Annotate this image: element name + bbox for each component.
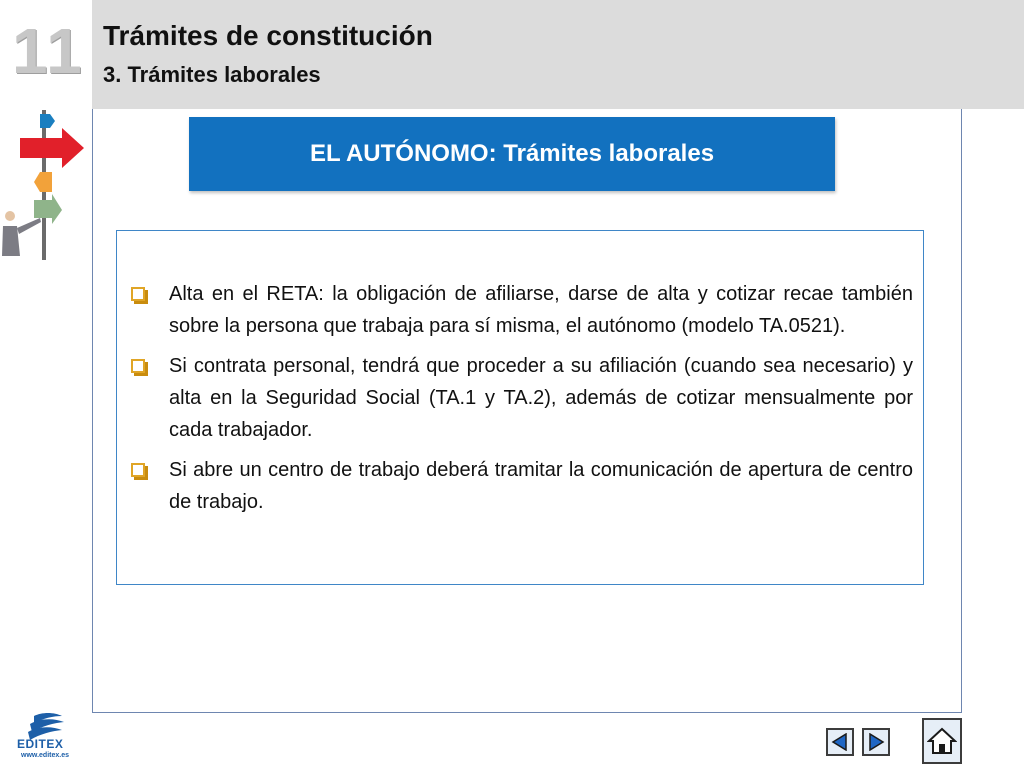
- orange-arrow-icon: [34, 172, 52, 192]
- content-box: [116, 230, 924, 585]
- checkbox-bullet-icon: [131, 359, 145, 373]
- section-banner: [189, 117, 835, 191]
- checkbox-bullet-icon: [131, 463, 145, 477]
- blue-arrow-icon: [40, 114, 55, 128]
- list-item: [131, 454, 913, 518]
- list-item-text: Si abre un centro de trabajo deberá tramitar la comunicación de apertura de centro de trabajo.: [169, 459, 913, 513]
- chapter-number: 11: [12, 15, 84, 87]
- home-button[interactable]: [922, 718, 962, 764]
- person-head: [5, 211, 15, 221]
- previous-arrow-icon: [831, 733, 849, 751]
- person-arm: [17, 218, 41, 234]
- list-item: [131, 350, 913, 446]
- list-item-text: Si contrata personal, tendrá que proceder a su afiliación (cuando sea necesario) y alta en la Seguridad Social (TA.1 y TA.2), además de cotizar mensualmente por cada trabajador.: [169, 355, 913, 441]
- previous-button[interactable]: [826, 728, 854, 756]
- home-icon: [927, 726, 957, 756]
- header-band: [92, 0, 1024, 109]
- next-arrow-icon: [867, 733, 885, 751]
- editex-url[interactable]: www.editex.es: [21, 752, 69, 759]
- editex-wordmark: EDITEX: [17, 737, 64, 751]
- person-body: [2, 226, 20, 256]
- page-title: Trámites de constitución: [103, 20, 433, 51]
- signpost-illustration: [0, 110, 90, 260]
- list-item: [131, 278, 913, 342]
- list-item-text: Alta en el RETA: la obligación de afiliarse, darse de alta y cotizar recae también sobre la persona que trabaja para sí misma, el autónomo (modelo TA.0521).: [169, 283, 913, 337]
- red-arrow-icon: [20, 128, 84, 168]
- bullet-list: [131, 278, 913, 526]
- next-button[interactable]: [862, 728, 890, 756]
- section-banner-label: EL AUTÓNOMO: Trámites laborales: [309, 140, 715, 167]
- checkbox-bullet-icon: [131, 287, 145, 301]
- page-subtitle: 3. Trámites laborales: [103, 62, 321, 87]
